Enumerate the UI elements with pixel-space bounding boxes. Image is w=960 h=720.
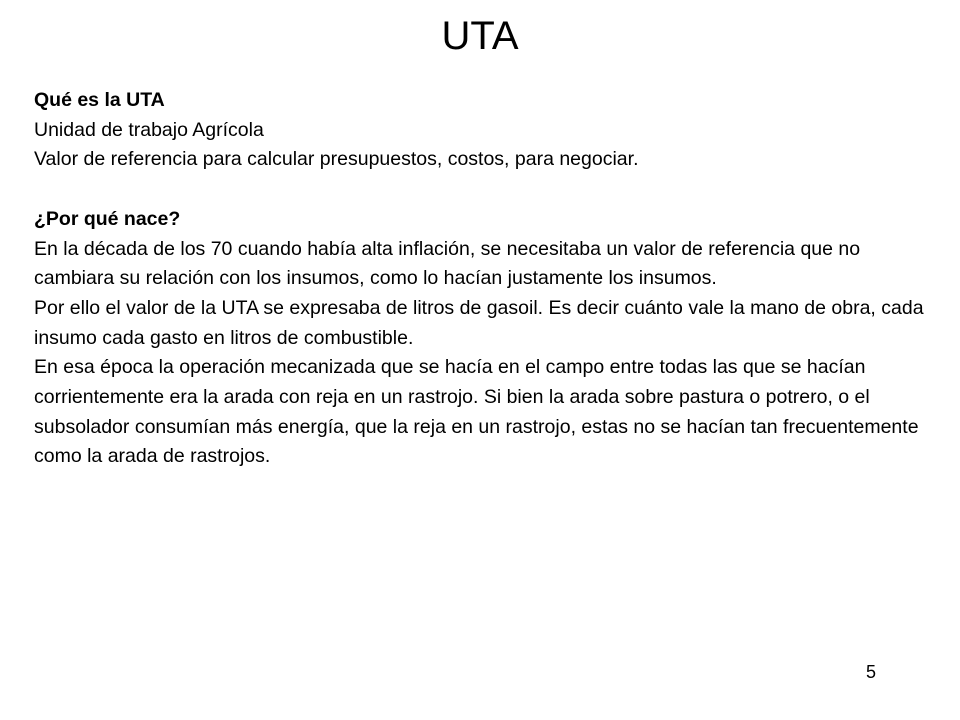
page-number: 5 <box>866 662 877 682</box>
body-paragraph: Por ello el valor de la UTA se expresaba de litros de gasoil. Es decir cuánto vale la mano de obra, cada insumo cada gasto en litros de combustible. <box>34 296 924 349</box>
paragraph-spacer <box>34 175 934 205</box>
body-paragraph: En esa época la operación mecanizada que se hacía en el campo entre todas las que se hacían corrientemente era la arada con reja en un rastrojo. Si bien la arada sobre pastura o potrero, o el subsolador consumían más energía, que la reja en un rastrojo, estas no se hacían tan frecuentemente como la arada de rastrojos. <box>34 356 919 468</box>
section-heading-que-es: Qué es la UTA <box>34 89 165 111</box>
body-paragraph: En la década de los 70 cuando había alta inflación, se necesitaba un valor de referencia que no cambiara su relación con los insumos, como lo hacían justamente los insumos. <box>34 237 861 290</box>
definition-line: Valor de referencia para calcular presupuestos, costos, para negociar. <box>34 148 639 171</box>
section-heading-por-que-nace: ¿Por qué nace? <box>34 207 181 230</box>
slide-title: UTA <box>441 14 519 58</box>
slide-body <box>34 86 934 472</box>
definition-line: Unidad de trabajo Agrícola <box>34 118 264 141</box>
